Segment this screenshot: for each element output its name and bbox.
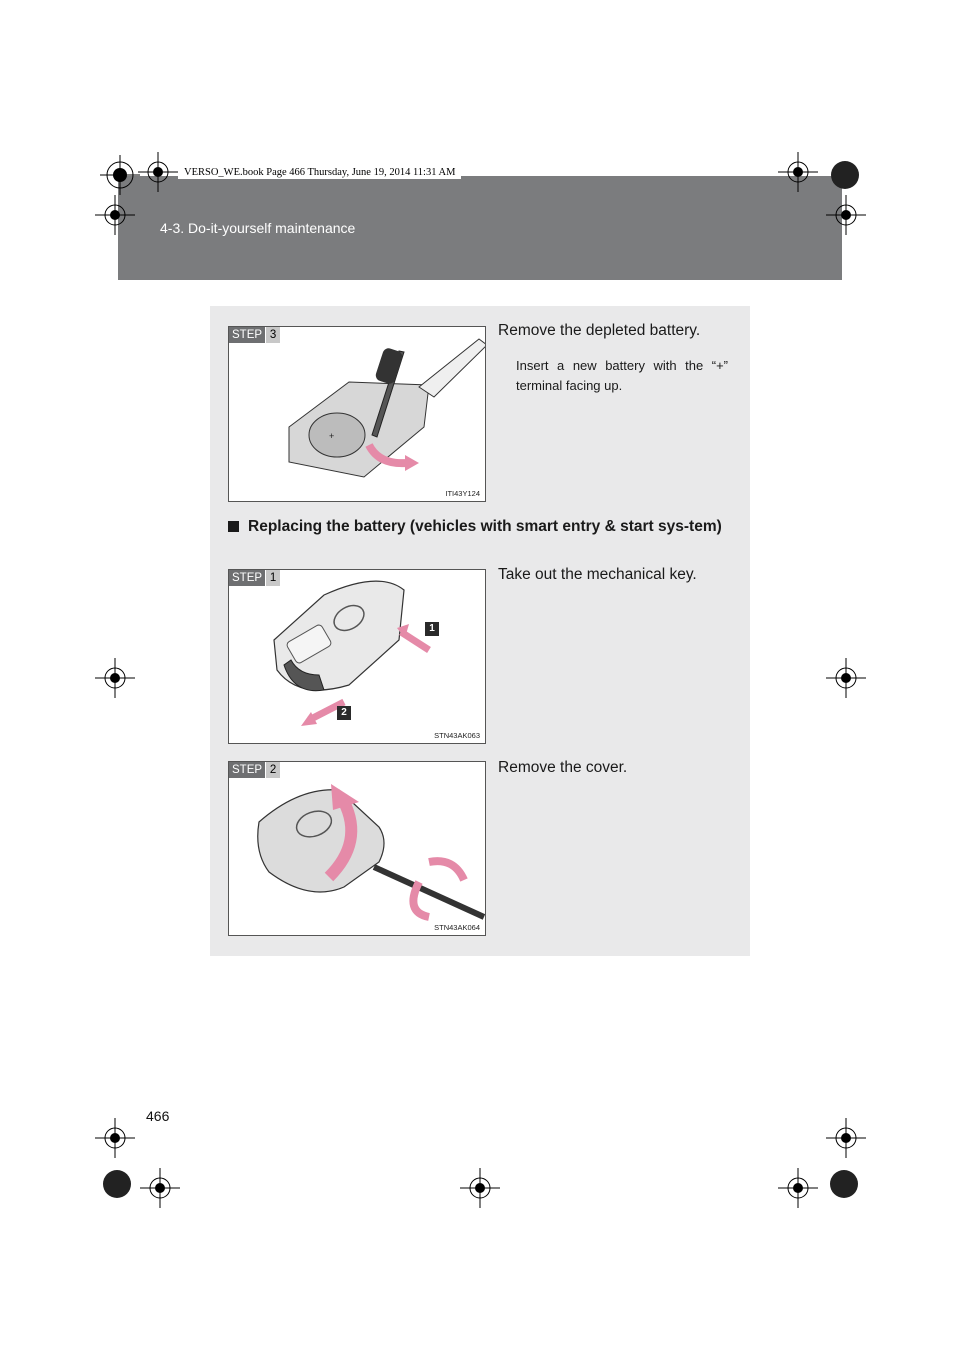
svg-text:+: + bbox=[329, 431, 335, 441]
remove-cover-illustration bbox=[229, 762, 486, 936]
figure-code: ITI43Y124 bbox=[445, 489, 480, 498]
crop-target-icon bbox=[95, 195, 135, 235]
crop-target-icon bbox=[140, 1168, 180, 1208]
remove-cover-figure bbox=[228, 761, 486, 936]
crop-target-icon bbox=[778, 1168, 818, 1208]
subheading-text: Replacing the battery (vehicles with smart entry & start sys-tem) bbox=[248, 518, 722, 535]
step-badge bbox=[229, 327, 280, 343]
section-subheading bbox=[228, 514, 740, 540]
bullet-square-icon bbox=[228, 521, 239, 532]
figure-code: STN43AK063 bbox=[434, 731, 480, 740]
step-instruction: Take out the mechanical key. bbox=[498, 566, 697, 583]
step-number: 1 bbox=[265, 570, 280, 586]
step-number: 2 bbox=[265, 762, 280, 778]
step-word: STEP bbox=[229, 762, 265, 778]
sunburst-mark-icon bbox=[820, 150, 870, 200]
crop-target-icon bbox=[138, 152, 178, 192]
crop-target-icon bbox=[95, 658, 135, 698]
crop-target-icon bbox=[826, 1118, 866, 1158]
step-instruction: Remove the depleted battery. bbox=[498, 322, 701, 339]
sunburst-mark-icon bbox=[822, 1162, 866, 1206]
step-instruction: Remove the cover. bbox=[498, 759, 628, 776]
battery-removal-figure bbox=[228, 326, 486, 502]
mechanical-key-figure bbox=[228, 569, 486, 744]
figure-code: STN43AK064 bbox=[434, 923, 480, 932]
section-title: 4-3. Do-it-yourself maintenance bbox=[160, 220, 356, 236]
mechanical-key-illustration bbox=[229, 570, 486, 744]
sunburst-mark-icon bbox=[95, 1162, 139, 1206]
step-word: STEP bbox=[229, 327, 265, 343]
step-badge bbox=[229, 762, 280, 778]
book-stamp: VERSO_WE.book Page 466 Thursday, June 19, 2014 11:31 AM bbox=[178, 166, 461, 179]
callout-1: 1 bbox=[429, 623, 435, 634]
step-badge bbox=[229, 570, 280, 586]
step-number: 3 bbox=[265, 327, 280, 343]
crop-target-icon bbox=[100, 155, 140, 195]
crop-target-icon bbox=[95, 1118, 135, 1158]
crop-target-icon bbox=[826, 195, 866, 235]
step-word: STEP bbox=[229, 570, 265, 586]
battery-removal-illustration bbox=[229, 327, 486, 502]
step-note: Insert a new battery with the “+” terminal facing up. bbox=[516, 358, 728, 393]
crop-target-icon bbox=[826, 658, 866, 698]
page-number: 466 bbox=[146, 1108, 170, 1124]
crop-target-icon bbox=[460, 1168, 500, 1208]
callout-2: 2 bbox=[341, 707, 347, 718]
crop-target-icon bbox=[778, 152, 818, 192]
